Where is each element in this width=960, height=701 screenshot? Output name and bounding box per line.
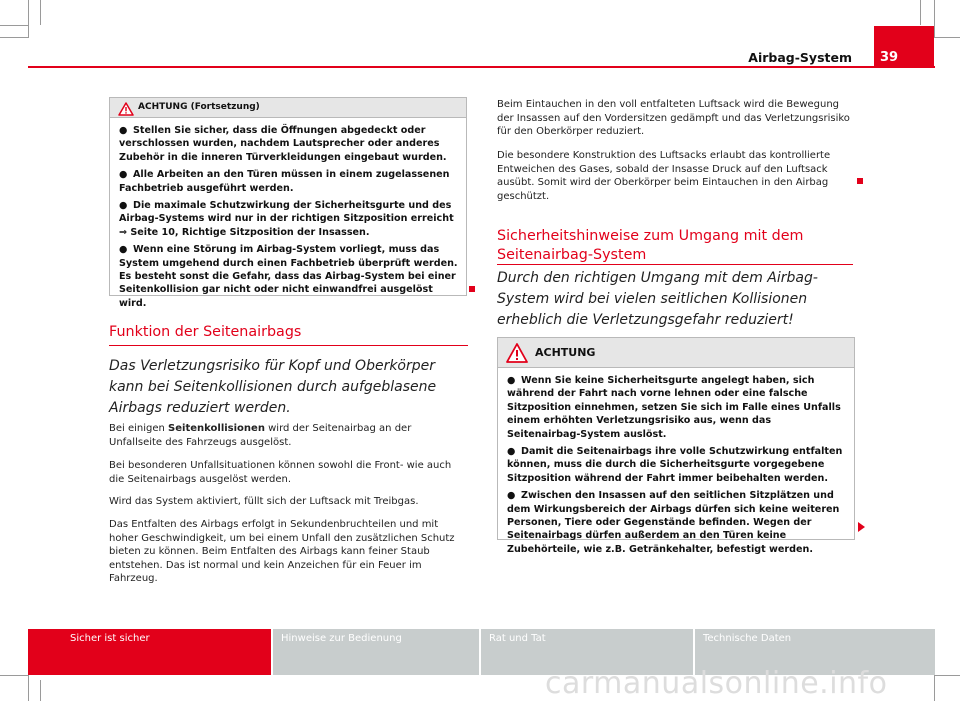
crop-mark (28, 0, 29, 38)
section-end-mark (857, 178, 863, 184)
crop-mark (934, 0, 935, 38)
warning-item: ● Wenn eine Störung im Airbag-System vorliegt, muss das System umgehend durch einen Fachbetrieb überprüft werden. Es besteht sonst die Gefahr, dass das Airbag-System bei einer Seitenkollision gar nicht oder nicht einwandfrei ausgelöst wird. (119, 244, 458, 309)
footer-tab-label: Technische Daten (703, 633, 792, 644)
crop-mark (935, 37, 960, 38)
section-heading-rule (497, 264, 853, 265)
warning-title: ACHTUNG (Fortsetzung) (138, 102, 260, 112)
warning-body (110, 118, 466, 319)
body-paragraph: Bei besonderen Unfallsituationen können sowohl die Front- wie auch die Seitenairbags ausgelöst werden. (109, 460, 452, 485)
footer-tab-sicher-ist-sicher[interactable] (28, 629, 271, 675)
warning-box-continued (109, 97, 467, 309)
crop-mark (935, 675, 960, 676)
section-end-mark (469, 286, 475, 292)
warning-item: ● Damit die Seitenairbags ihre volle Schutzwirkung entfalten können, muss die durch die Sicherheitsgurte vorgegebene Sitzposition während der Fahrt immer beibehalten werden. (507, 446, 843, 484)
warning-box (497, 337, 855, 555)
footer-tab-label: Hinweise zur Bedienung (281, 633, 402, 644)
body-paragraph: Wird das System aktiviert, füllt sich der Luftsack mit Treibgas. (109, 496, 419, 507)
footer-tab-hinweise-zur-bedienung[interactable] (273, 629, 479, 675)
section-heading: Sicherheitshinweise zum Umgang mit dem Seitenairbag-System (497, 228, 804, 263)
body-paragraph: Beim Eintauchen in den voll entfalteten Luftsack wird die Bewegung der Insassen auf den Vordersitzen gedämpft und das Verletzungsrisiko für den Oberkörper reduziert. (497, 99, 850, 138)
lead-paragraph: Das Verletzungsrisiko für Kopf und Oberkörper kann bei Seitenkollisionen durch aufgeblasene Airbags reduziert werden. (109, 358, 437, 416)
warning-item: ● Stellen Sie sicher, dass die Öffnungen abgedeckt oder verschlossen wurden, nachdem Lautsprecher oder anderes Zubehör in die inneren Türverkleidungen eingebaut wurden. (119, 125, 447, 163)
crop-mark (0, 675, 28, 676)
crop-mark (40, 0, 41, 25)
crop-mark (920, 0, 921, 25)
page-number: 39 (874, 26, 934, 68)
footer-tab-label: Sicher ist sicher (70, 633, 150, 644)
lead-paragraph: Durch den richtigen Umgang mit dem Airbag-System wird bei vielen seitlichen Kollisionen erheblich die Verletzungsgefahr reduziert! (497, 270, 818, 328)
crop-mark (0, 37, 28, 38)
crop-mark (934, 675, 935, 701)
body-paragraph: Das Entfalten des Airbags erfolgt in Sekundenbruchteilen und mit hoher Geschwindigkeit, um bei einem Unfall den zusätzlichen Schutz bieten zu können. Beim Entfalten des Airbags kann feiner Staub entstehen. Das ist normal und kein Anzeichen für ein Feuer im Fahrzeug. (109, 519, 455, 585)
warning-item: ● Alle Arbeiten an den Türen müssen in einem zugelassenen Fachbetrieb ausgeführt werden. (119, 169, 450, 194)
body-paragraph: Die besondere Konstruktion des Luftsacks erlaubt das kontrollierte Entweichen des Gases, sobald der Insasse Druck auf den Luftsack ausübt. Somit wird der Oberkörper beim Eintauchen in den Airbag geschützt. (497, 150, 831, 202)
continue-arrow-icon (858, 522, 865, 532)
warning-triangle-icon (118, 101, 134, 120)
header-rule (28, 66, 935, 68)
warning-header (498, 338, 854, 368)
warning-item: ● Zwischen den Insassen auf den seitlichen Sitzplätzen und dem Wirkungsbereich der Airbags dürfen sich keine weiteren Personen, Tiere oder Gegenstände befinden. Wegen der Seitenairbags dürfen außerdem an den Türen keine Zubehörteile, wie z.B. Getränkehalter, befestigt werden. (507, 490, 840, 555)
section-heading-rule (109, 345, 468, 346)
footer-tab-label: Rat und Tat (489, 633, 546, 644)
warning-body (498, 368, 854, 565)
running-header-title: Airbag-System (748, 50, 852, 65)
warning-title: ACHTUNG (535, 346, 596, 359)
warning-item: ● Wenn Sie keine Sicherheitsgurte angelegt haben, sich während der Fahrt nach vorne lehnen oder eine falsche Sitzposition einnehmen, setzen Sie sich im Falle eines Unfalls einem erhöhten Verletzungsrisiko aus, wenn das Seitenairbag-System auslöst. (507, 375, 841, 440)
crop-mark (28, 675, 29, 701)
body-paragraph: Bei einigen Seitenkollisionen wird der Seitenairbag an der Unfallseite des Fahrzeugs ausgelöst. (109, 423, 412, 448)
warning-header (110, 98, 466, 118)
section-heading: Funktion der Seitenairbags (109, 324, 302, 340)
crop-mark (0, 25, 28, 26)
watermark: carmanualsonline.info (545, 666, 888, 701)
crop-mark (40, 680, 41, 701)
warning-item: ● Die maximale Schutzwirkung der Sicherheitsgurte und des Airbag-Systems wird nur in der richtigen Sitzposition erreicht ⇒ Seite 10, Richtige Sitzposition der Insassen. (119, 200, 454, 238)
warning-triangle-icon (506, 343, 528, 367)
